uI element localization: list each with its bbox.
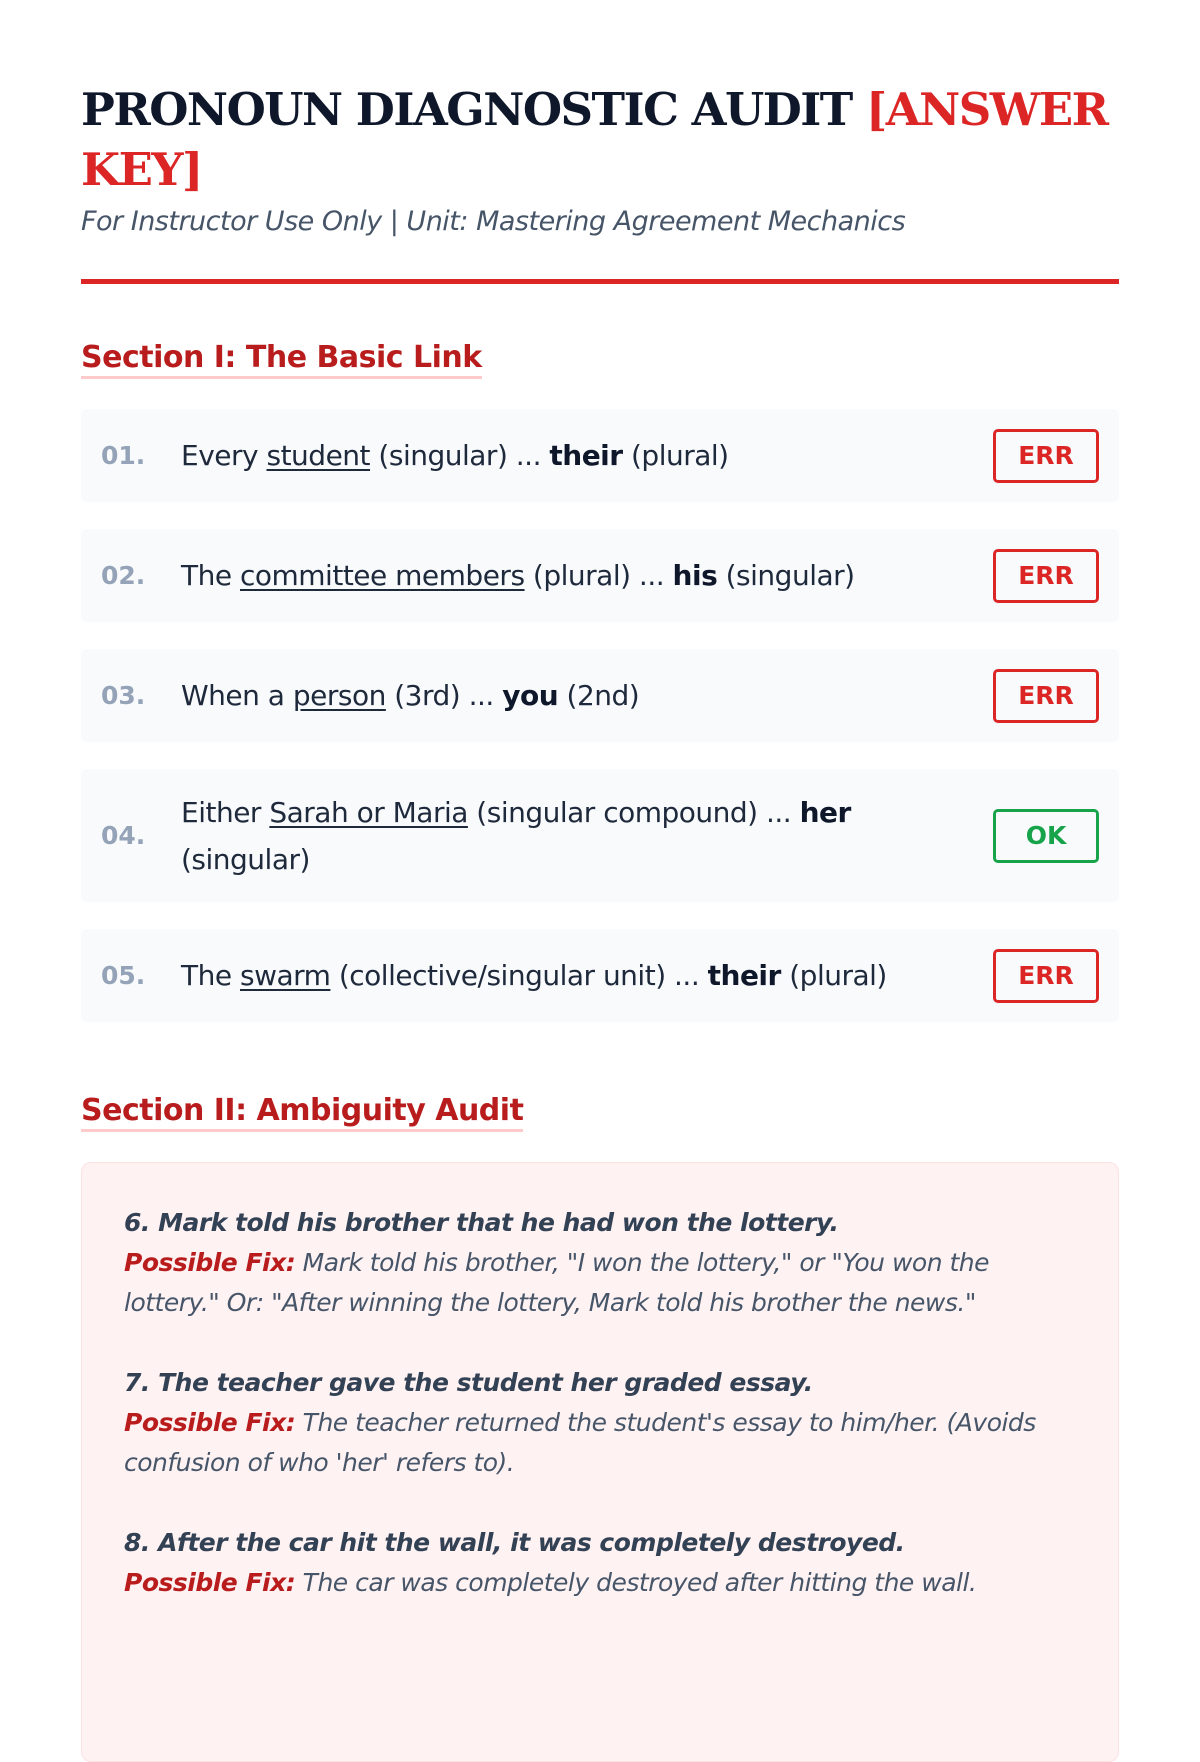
pronoun: their — [707, 959, 781, 992]
item-text — [181, 432, 973, 479]
section-2-title: Section II: Ambiguity Audit — [81, 1093, 523, 1132]
status-badge: ERR — [993, 429, 1099, 483]
item-number: 01. — [101, 441, 146, 470]
pronoun: his — [672, 559, 718, 592]
ambiguous-sentence: 8. After the car hit the wall, it was completely destroyed. — [124, 1528, 905, 1557]
fix-text: The teacher returned the student's essay to him/her. (Avoids confusion of who 'her' refers to). — [124, 1408, 1036, 1477]
pronoun-note: (2nd) — [558, 679, 640, 712]
fix-text: Mark told his brother, "I won the lottery," or "You won the lottery." Or: "After winning the lottery, Mark told his brother the news." — [124, 1248, 990, 1317]
list-item — [81, 649, 1119, 742]
ambiguous-sentence: 6. Mark told his brother that he had won the lottery. — [124, 1208, 839, 1237]
list-item — [81, 929, 1119, 1022]
list-item — [81, 409, 1119, 502]
fix-label: Possible Fix: — [124, 1248, 296, 1277]
ambiguity-item — [124, 1203, 1076, 1323]
pronoun: their — [549, 439, 623, 472]
antecedent: swarm — [239, 959, 331, 992]
antecedent-note: (plural) ... — [524, 559, 673, 592]
antecedent: student — [266, 439, 371, 472]
antecedent-note: (collective/singular unit) ... — [330, 959, 708, 992]
status-badge: ERR — [993, 949, 1099, 1003]
pronoun-note: (singular) — [717, 559, 855, 592]
text-prefix: The — [181, 959, 240, 992]
status-badge: ERR — [993, 549, 1099, 603]
pronoun: you — [502, 679, 559, 712]
status-badge: ERR — [993, 669, 1099, 723]
fix-label: Possible Fix: — [124, 1408, 296, 1437]
section-1-title: Section I: The Basic Link — [81, 340, 482, 379]
antecedent: committee members — [239, 559, 525, 592]
pronoun-note: (plural) — [780, 959, 887, 992]
ambiguity-item — [124, 1523, 1076, 1603]
item-text — [181, 789, 973, 883]
antecedent-note: (singular) ... — [370, 439, 550, 472]
text-prefix: Either — [181, 795, 270, 829]
item-number: 02. — [101, 561, 146, 590]
item-number: 03. — [101, 681, 146, 710]
agreement-list — [81, 409, 1119, 1022]
item-text — [181, 552, 973, 599]
status-badge: OK — [993, 809, 1099, 863]
antecedent: person — [292, 679, 386, 712]
list-item — [81, 769, 1119, 902]
list-item — [81, 529, 1119, 622]
antecedent: Sarah or Maria — [269, 795, 468, 829]
pronoun: her — [799, 795, 851, 829]
text-prefix: Every — [181, 439, 267, 472]
fix-label: Possible Fix: — [124, 1568, 296, 1597]
text-prefix: The — [181, 559, 240, 592]
ambiguity-audit-box — [81, 1162, 1119, 1762]
antecedent-note: (singular compound) ... — [467, 795, 800, 829]
ambiguous-sentence: 7. The teacher gave the student her graded essay. — [124, 1368, 813, 1397]
fix-text: The car was completely destroyed after hitting the wall. — [295, 1568, 977, 1597]
pronoun-note: (plural) — [622, 439, 729, 472]
page-subtitle: For Instructor Use Only | Unit: Mastering Agreement Mechanics — [81, 206, 906, 237]
header-divider — [81, 279, 1119, 284]
answer-key-label: [ANSWER KEY] — [81, 83, 1108, 196]
ambiguity-item — [124, 1363, 1076, 1483]
item-number: 05. — [101, 961, 146, 990]
page-title: PRONOUN DIAGNOSTIC AUDIT [ANSWER KEY] — [81, 83, 1108, 196]
item-text — [181, 952, 973, 999]
antecedent-note: (3rd) ... — [385, 679, 503, 712]
item-text — [181, 672, 973, 719]
pronoun-note: (singular) — [181, 842, 310, 876]
item-number: 04. — [101, 821, 146, 850]
text-prefix: When a — [181, 679, 293, 712]
